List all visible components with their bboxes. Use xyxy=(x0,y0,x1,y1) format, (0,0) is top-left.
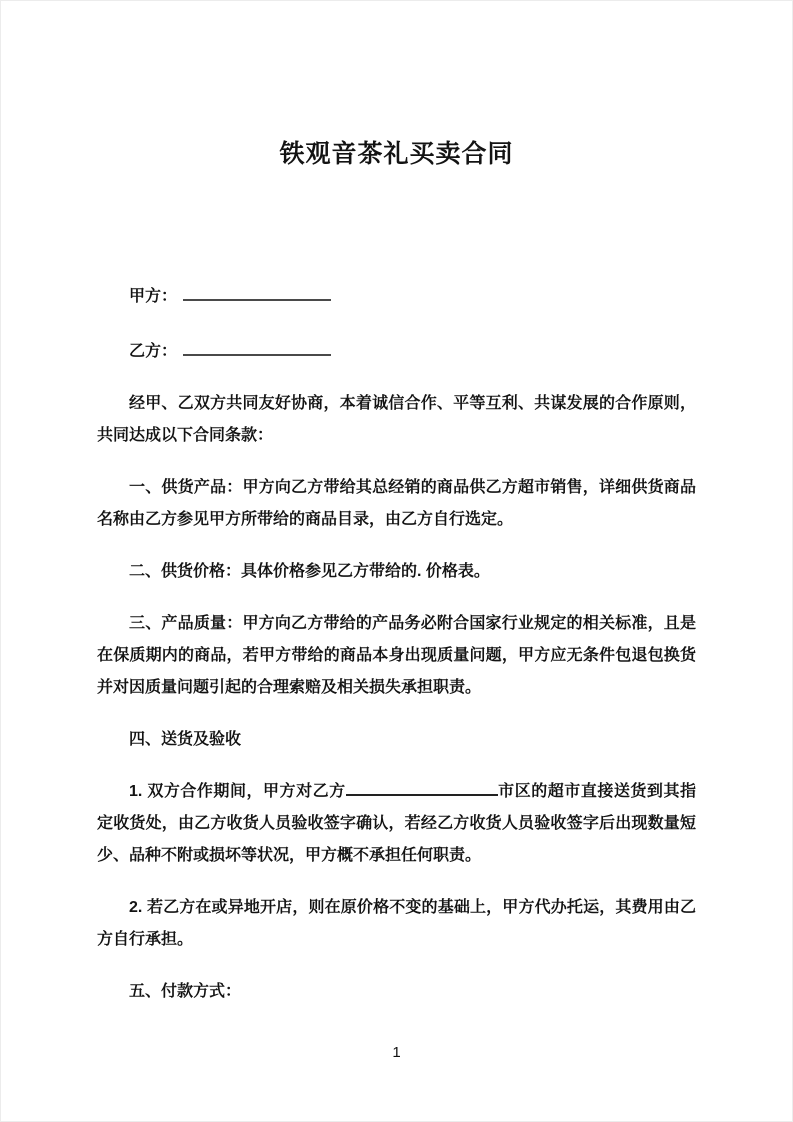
clause-5-heading-payment-method: 五、付款方式： xyxy=(129,983,242,1000)
party-a-label: 甲方： xyxy=(129,288,178,305)
party-b-blank-line xyxy=(183,339,331,356)
clause-4-heading-delivery-acceptance: 四、送货及验收 xyxy=(129,731,242,748)
clause-4-item-1-post-text: 市区的超市直接送货到其指定收货处，由乙方收货人员验收签字确认，若经乙方收货人员验收签字后出现数量短少、品种不附或损坏等状况，甲方概不承担任何职责。 xyxy=(97,783,696,864)
page-number: 1 xyxy=(392,1044,401,1061)
clause-4-item-1 xyxy=(97,776,696,872)
document-title: 铁观音茶礼买卖合同 xyxy=(279,140,514,168)
clause-2-supply-price: 二、供货价格：具体价格参见乙方带给的. 价格表。 xyxy=(129,563,490,580)
clause-3-product-quality: 三、产品质量：甲方向乙方带给的产品务必附合国家行业规定的相关标准，且是在保质期内的商品，若甲方带给的商品本身出现质量问题，甲方应无条件包退包换货并对因质量问题引起的合理索赔及相关损失承担职责。 xyxy=(97,615,696,696)
clause-4-item-2: 2. 若乙方在或异地开店，则在原价格不变的基础上，甲方代办托运，其费用由乙方自行承担。 xyxy=(97,899,696,948)
party-a-blank-line xyxy=(183,284,331,301)
intro-paragraph: 经甲、乙双方共同友好协商，本着诚信合作、平等互利、共谋发展的合作原则，共同达成以下合同条款： xyxy=(97,395,696,444)
party-b-line xyxy=(97,336,696,368)
party-b-label: 乙方： xyxy=(129,343,178,360)
party-a-line xyxy=(97,281,696,313)
clause-4-item-1-blank-line xyxy=(346,779,498,796)
clause-4-item-1-pre-text: 1. 双方合作期间，甲方对乙方 xyxy=(129,783,346,800)
clause-1-supply-products: 一、供货产品：甲方向乙方带给其总经销的商品供乙方超市销售，详细供货商品名称由乙方参见甲方所带给的商品目录，由乙方自行选定。 xyxy=(97,479,696,528)
